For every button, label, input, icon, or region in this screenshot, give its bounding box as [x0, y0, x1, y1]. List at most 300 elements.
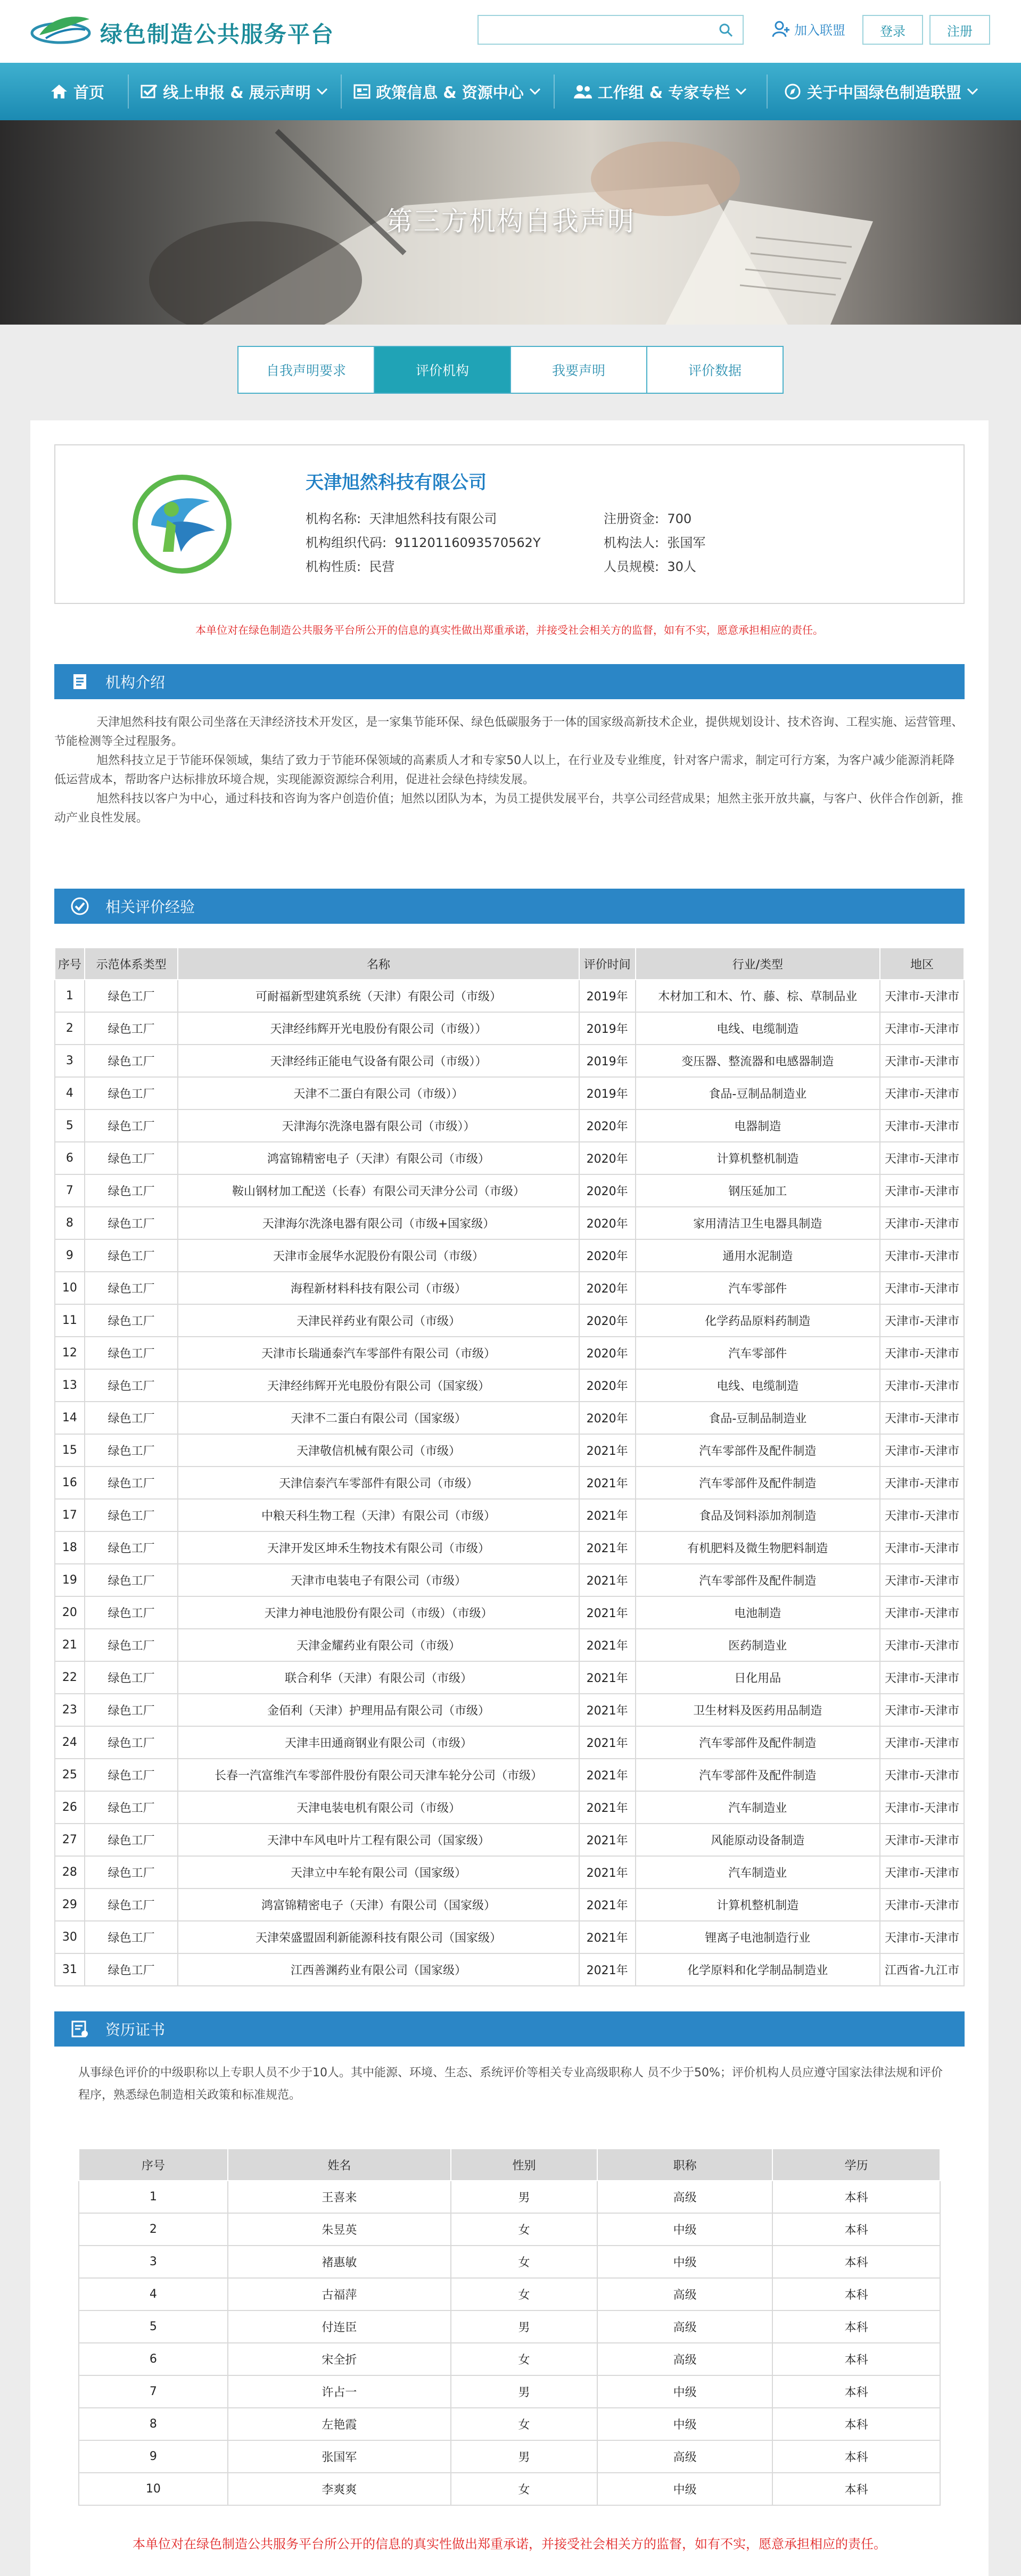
table-cell: 18 [55, 1531, 85, 1564]
table-row [55, 1077, 964, 1109]
table-row [55, 1499, 964, 1531]
table-cell: 天津市-天津市 [880, 1174, 964, 1207]
table-cell: 长春一汽富维汽车零部件股份有限公司天津车轮分公司（市级） [178, 1759, 579, 1791]
table-cell: 朱昱英 [228, 2213, 451, 2246]
nav-item-about[interactable] [769, 63, 993, 120]
table-row [55, 1531, 964, 1564]
table-row [79, 2213, 940, 2246]
table-cell: 2021年 [579, 1824, 636, 1856]
table-cell: 汽车零部件及配件制造 [636, 1467, 880, 1499]
table-cell: 2020年 [579, 1142, 636, 1174]
table-header: 序号 [79, 2149, 228, 2181]
table-cell: 1 [79, 2181, 228, 2213]
table-header: 行业/类型 [636, 948, 880, 980]
tab-evaluation-data[interactable]: 评价数据 [688, 363, 742, 378]
table-cell: 绿色工厂 [85, 1629, 178, 1661]
table-cell: 卫生材料及医药用品制造 [636, 1694, 880, 1726]
table-cell: 2021年 [579, 1888, 636, 1921]
table-cell: 中级 [597, 2473, 773, 2505]
table-cell: 20 [55, 1596, 85, 1629]
table-cell: 汽车零部件 [636, 1337, 880, 1369]
table-row [55, 1174, 964, 1207]
table-cell: 天津市-天津市 [880, 1564, 964, 1596]
table-cell: 天津信泰汽车零部件有限公司（市级） [178, 1467, 579, 1499]
table-cell: 鸿富锦精密电子（天津）有限公司（国家级） [178, 1888, 579, 1921]
table-cell: 7 [55, 1174, 85, 1207]
table-row [55, 1207, 964, 1239]
table-cell: 本科 [772, 2278, 940, 2310]
table-cell: 2019年 [579, 980, 636, 1012]
table-cell: 可耐福新型建筑系统（天津）有限公司（市级） [178, 980, 579, 1012]
join-alliance-link[interactable] [772, 17, 845, 40]
search-input[interactable] [479, 16, 713, 44]
table-cell: 天津电装电机有限公司（市级） [178, 1791, 579, 1824]
table-cell: 天津市-天津市 [880, 1239, 964, 1272]
table-cell: 15 [55, 1434, 85, 1467]
table-cell: 24 [55, 1726, 85, 1759]
table-cell: 2021年 [579, 1661, 636, 1694]
table-cell: 天津市-天津市 [880, 1661, 964, 1694]
table-row [79, 2246, 940, 2278]
table-cell: 绿色工厂 [85, 1337, 178, 1369]
site-header [0, 0, 1021, 63]
intro-paragraph: 天津旭然科技有限公司坐落在天津经济技术开发区，是一家集节能环保、绿色低碳服务于一体的国家级高新技术企业，提供规划设计、技术咨询、工程实施、运营管理、节能检测等全过程服务。 [54, 716, 964, 748]
main-content [30, 420, 989, 2576]
table-cell: 2019年 [579, 1077, 636, 1109]
table-cell: 天津市-天津市 [880, 1434, 964, 1467]
table-cell: 天津市-天津市 [880, 1596, 964, 1629]
table-cell: 绿色工厂 [85, 1953, 178, 1986]
table-cell: 家用清洁卫生电器具制造 [636, 1207, 880, 1239]
nav-label: 线上申报 & 展示声明 [163, 83, 311, 102]
chevron-down-icon [967, 88, 978, 95]
table-cell: 许占一 [228, 2375, 451, 2408]
search-icon[interactable] [718, 22, 734, 38]
table-cell: 绿色工厂 [85, 1694, 178, 1726]
table-cell: 2021年 [579, 1467, 636, 1499]
table-cell: 天津市-天津市 [880, 1531, 964, 1564]
table-cell: 天津市-天津市 [880, 1109, 964, 1142]
table-cell: 天津力神电池股份有限公司（市级）（市级） [178, 1596, 579, 1629]
nav-label: 工作组 & 专家专栏 [597, 83, 730, 102]
table-cell: 男 [451, 2375, 597, 2408]
table-cell: 女 [451, 2408, 597, 2440]
nature-value: 民营 [369, 559, 395, 574]
login-button[interactable]: 登录 [862, 15, 923, 45]
table-cell: 食品-豆制品制造业 [636, 1402, 880, 1434]
table-cell: 绿色工厂 [85, 1272, 178, 1304]
table-cell: 宋全折 [228, 2343, 451, 2375]
table-cell: 古福萍 [228, 2278, 451, 2310]
table-cell: 2 [79, 2213, 228, 2246]
table-cell: 本科 [772, 2375, 940, 2408]
table-cell: 天津中车风电叶片工程有限公司（国家级） [178, 1824, 579, 1856]
tab-my-declaration[interactable]: 我要声明 [511, 347, 647, 393]
table-cell: 天津市长瑞通泰汽车零部件有限公司（市级） [178, 1337, 579, 1369]
section-title: 相关评价经验 [105, 898, 195, 916]
user-add-icon [772, 20, 790, 38]
table-cell: 2021年 [579, 1694, 636, 1726]
table-cell: 4 [55, 1077, 85, 1109]
org-code-value: 91120116093570562Y [394, 535, 541, 550]
table-row [55, 1824, 964, 1856]
table-row [55, 1369, 964, 1402]
home-icon [50, 84, 68, 100]
table-cell: 5 [79, 2310, 228, 2343]
table-cell: 2021年 [579, 1791, 636, 1824]
table-row [79, 2473, 940, 2505]
table-row [55, 1856, 964, 1888]
table-cell: 天津市-天津市 [880, 1272, 964, 1304]
table-cell: 天津市-天津市 [880, 1824, 964, 1856]
table-row [55, 1109, 964, 1142]
table-row [55, 1304, 964, 1337]
table-cell: 张国军 [228, 2440, 451, 2473]
table-cell: 本科 [772, 2473, 940, 2505]
table-cell: 2019年 [579, 1045, 636, 1077]
table-cell: 天津市-天津市 [880, 1207, 964, 1239]
table-row [55, 1694, 964, 1726]
table-cell: 汽车制造业 [636, 1791, 880, 1824]
table-cell: 28 [55, 1856, 85, 1888]
table-cell: 汽车零部件及配件制造 [636, 1726, 880, 1759]
table-cell: 锂离子电池制造行业 [636, 1921, 880, 1953]
table-row [79, 2408, 940, 2440]
table-cell: 电线、电缆制造 [636, 1012, 880, 1045]
table-cell: 汽车零部件 [636, 1272, 880, 1304]
evaluation-table [54, 947, 965, 1986]
table-cell: 本科 [772, 2181, 940, 2213]
table-row [55, 1596, 964, 1629]
page-banner [0, 120, 1021, 325]
table-cell: 天津民祥药业有限公司（市级） [178, 1304, 579, 1337]
table-cell: 绿色工厂 [85, 980, 178, 1012]
table-cell: 2020年 [579, 1239, 636, 1272]
chevron-down-icon [316, 88, 328, 95]
document-icon [353, 84, 370, 99]
page-title: 第三方机构自我声明 [386, 206, 635, 237]
table-cell: 绿色工厂 [85, 1888, 178, 1921]
table-cell: 计算机整机制造 [636, 1142, 880, 1174]
table-cell: 本科 [772, 2440, 940, 2473]
capital-value: 700 [667, 511, 692, 526]
table-cell: 医药制造业 [636, 1629, 880, 1661]
table-cell: 2 [55, 1012, 85, 1045]
table-cell: 8 [55, 1207, 85, 1239]
nav-label: 首页 [73, 83, 104, 102]
table-row [55, 1434, 964, 1467]
table-header: 示范体系类型 [85, 948, 178, 980]
table-cell: 天津市-天津市 [880, 1142, 964, 1174]
table-cell: 高级 [597, 2310, 773, 2343]
table-cell: 绿色工厂 [85, 1499, 178, 1531]
table-cell: 天津荣盛盟固利新能源科技有限公司（国家级） [178, 1921, 579, 1953]
table-cell: 有机肥料及微生物肥料制造 [636, 1531, 880, 1564]
users-icon [573, 84, 592, 99]
table-cell: 天津市-天津市 [880, 1077, 964, 1109]
scale-row: 人员规模: 30人 [604, 559, 696, 574]
legal-value: 张国军 [667, 535, 706, 550]
table-cell: 17 [55, 1499, 85, 1531]
nav-item-declaration[interactable] [130, 63, 338, 120]
section-cert-header [54, 2011, 965, 2047]
table-cell: 2020年 [579, 1304, 636, 1337]
table-row [55, 1239, 964, 1272]
table-cell: 2019年 [579, 1012, 636, 1045]
table-row [79, 2440, 940, 2473]
table-cell: 绿色工厂 [85, 1369, 178, 1402]
table-cell: 19 [55, 1564, 85, 1596]
table-cell: 23 [55, 1694, 85, 1726]
main-nav [0, 63, 1021, 120]
org-name-value: 天津旭然科技有限公司 [369, 511, 497, 526]
table-row [79, 2278, 940, 2310]
table-cell: 本科 [772, 2343, 940, 2375]
table-header: 名称 [178, 948, 579, 980]
table-cell: 绿色工厂 [85, 1856, 178, 1888]
chevron-down-icon [735, 88, 747, 95]
table-cell: 12 [55, 1337, 85, 1369]
table-cell: 绿色工厂 [85, 1434, 178, 1467]
table-cell: 木材加工和木、竹、藤、棕、草制品业 [636, 980, 880, 1012]
table-cell: 绿色工厂 [85, 1824, 178, 1856]
table-cell: 男 [451, 2310, 597, 2343]
table-cell: 天津市-天津市 [880, 1921, 964, 1953]
section-intro-header [54, 664, 965, 699]
table-cell: 计算机整机制造 [636, 1888, 880, 1921]
table-cell: 天津市-天津市 [880, 980, 964, 1012]
table-cell: 天津市-天津市 [880, 1629, 964, 1661]
table-cell: 绿色工厂 [85, 1174, 178, 1207]
table-cell: 中级 [597, 2213, 773, 2246]
section-title: 机构介绍 [105, 674, 166, 691]
nav-item-workgroup[interactable] [556, 63, 764, 120]
table-row [55, 1953, 964, 1986]
table-row [55, 1661, 964, 1694]
table-cell: 绿色工厂 [85, 1012, 178, 1045]
table-cell: 4 [79, 2278, 228, 2310]
table-cell: 天津经纬辉开光电股份有限公司（国家级） [178, 1369, 579, 1402]
table-cell: 天津市-天津市 [880, 1726, 964, 1759]
table-cell: 女 [451, 2213, 597, 2246]
table-header: 序号 [55, 948, 85, 980]
table-cell: 金佰利（天津）护理用品有限公司（市级） [178, 1694, 579, 1726]
table-cell: 25 [55, 1759, 85, 1791]
table-cell: 2021年 [579, 1531, 636, 1564]
table-row [55, 1337, 964, 1369]
table-cell: 男 [451, 2440, 597, 2473]
table-row [55, 1402, 964, 1434]
table-cell: 汽车零部件及配件制造 [636, 1564, 880, 1596]
table-cell: 3 [79, 2246, 228, 2278]
table-cell: 电池制造 [636, 1596, 880, 1629]
table-row [55, 1888, 964, 1921]
table-cell: 绿色工厂 [85, 1402, 178, 1434]
table-cell: 21 [55, 1629, 85, 1661]
table-row [79, 2181, 940, 2213]
table-cell: 日化用品 [636, 1661, 880, 1694]
table-cell: 2021年 [579, 1953, 636, 1986]
nav-item-home[interactable] [32, 63, 122, 120]
table-cell: 高级 [597, 2278, 773, 2310]
table-cell: 2020年 [579, 1174, 636, 1207]
site-logo[interactable] [30, 12, 335, 49]
table-cell: 30 [55, 1921, 85, 1953]
company-logo [130, 472, 234, 576]
table-header: 评价时间 [579, 948, 636, 980]
table-cell: 变压器、整流器和电感器制造 [636, 1045, 880, 1077]
table-row [55, 980, 964, 1012]
table-cell: 天津开发区坤禾生物技术有限公司（市级） [178, 1531, 579, 1564]
table-cell: 天津敬信机械有限公司（市级） [178, 1434, 579, 1467]
table-cell: 食品-豆制品制造业 [636, 1077, 880, 1109]
table-header: 学历 [772, 2149, 940, 2181]
table-cell: 天津经纬辉开光电股份有限公司（市级）） [178, 1012, 579, 1045]
table-cell: 天津市电装电子有限公司（市级） [178, 1564, 579, 1596]
register-button[interactable]: 注册 [929, 15, 990, 45]
table-cell: 5 [55, 1109, 85, 1142]
table-cell: 天津丰田通商钢业有限公司（市级） [178, 1726, 579, 1759]
table-cell: 中级 [597, 2375, 773, 2408]
table-cell: 2021年 [579, 1629, 636, 1661]
table-cell: 3 [55, 1045, 85, 1077]
nav-label: 政策信息 & 资源中心 [376, 83, 524, 102]
table-row [55, 1759, 964, 1791]
certificate-icon [71, 2020, 89, 2038]
table-cell: 电线、电缆制造 [636, 1369, 880, 1402]
nature-row: 机构性质: 民营 [306, 559, 395, 574]
table-cell: 王喜来 [228, 2181, 451, 2213]
table-cell: 天津市-天津市 [880, 1694, 964, 1726]
table-cell: 2020年 [579, 1337, 636, 1369]
table-cell: 汽车零部件及配件制造 [636, 1759, 880, 1791]
table-cell: 绿色工厂 [85, 1921, 178, 1953]
join-alliance-label: 加入联盟 [794, 22, 845, 38]
tab-declaration-requirements[interactable]: 自我声明要求 [238, 347, 375, 393]
table-cell: 22 [55, 1661, 85, 1694]
table-cell: 2021年 [579, 1856, 636, 1888]
cert-requirements-text: 从事绿色评价的中级职称以上专职人员不少于10人。其中能源、环境、生态、系统评价等相关专业高级职称人 员不少于50%；评价机构人员应遵守国家法律法规和评价程序，熟悉绿色制造相关政策和标准规范。 [78, 2066, 943, 2102]
table-cell: 2020年 [579, 1207, 636, 1239]
nav-item-policy[interactable] [343, 63, 551, 120]
table-header: 地区 [880, 948, 964, 980]
table-cell: 男 [451, 2181, 597, 2213]
search-box[interactable] [477, 15, 744, 45]
table-cell: 6 [55, 1142, 85, 1174]
table-cell: 女 [451, 2246, 597, 2278]
table-cell: 天津海尔洗涤电器有限公司（市级）） [178, 1109, 579, 1142]
table-cell: 26 [55, 1791, 85, 1824]
table-cell: 风能原动设备制造 [636, 1824, 880, 1856]
site-title: 绿色制造公共服务平台 [100, 21, 335, 47]
table-header: 性别 [451, 2149, 597, 2181]
table-cell: 31 [55, 1953, 85, 1986]
table-cell: 天津不二蛋白有限公司（国家级） [178, 1402, 579, 1434]
table-row [55, 1564, 964, 1596]
table-cell: 29 [55, 1888, 85, 1921]
table-cell: 6 [79, 2343, 228, 2375]
table-cell: 中级 [597, 2246, 773, 2278]
nav-label: 关于中国绿色制造联盟 [806, 83, 961, 102]
table-cell: 天津市-天津市 [880, 1856, 964, 1888]
table-cell: 2021年 [579, 1499, 636, 1531]
table-cell: 7 [79, 2375, 228, 2408]
table-cell: 天津市-天津市 [880, 1467, 964, 1499]
table-cell: 2021年 [579, 1921, 636, 1953]
capital-row: 注册资金: 700 [604, 511, 692, 526]
table-cell: 化学药品原料药制造 [636, 1304, 880, 1337]
table-cell: 2020年 [579, 1402, 636, 1434]
table-header: 姓名 [228, 2149, 451, 2181]
badge-check-icon [71, 897, 89, 915]
company-card [54, 444, 965, 604]
table-cell: 11 [55, 1304, 85, 1337]
table-cell: 绿色工厂 [85, 1467, 178, 1499]
table-row [79, 2375, 940, 2408]
compass-icon [784, 84, 802, 100]
table-cell: 1 [55, 980, 85, 1012]
table-cell: 2021年 [579, 1434, 636, 1467]
table-cell: 绿色工厂 [85, 1531, 178, 1564]
table-cell: 天津市-天津市 [880, 1791, 964, 1824]
table-cell: 绿色工厂 [85, 1791, 178, 1824]
table-cell: 2020年 [579, 1369, 636, 1402]
table-cell: 本科 [772, 2310, 940, 2343]
section-eval-header [54, 889, 965, 924]
leaf-logo-icon [30, 14, 94, 47]
table-cell: 绿色工厂 [85, 1726, 178, 1759]
table-cell: 天津金耀药业有限公司（市级） [178, 1629, 579, 1661]
table-cell: 天津不二蛋白有限公司（市级）） [178, 1077, 579, 1109]
table-cell: 江西善渊药业有限公司（国家级） [178, 1953, 579, 1986]
table-cell: 绿色工厂 [85, 1661, 178, 1694]
table-cell: 9 [55, 1239, 85, 1272]
table-cell: 绿色工厂 [85, 1077, 178, 1109]
table-cell: 2021年 [579, 1564, 636, 1596]
commitment-notice: 本单位对在绿色制造公共服务平台所公开的信息的真实性做出郑重承诺，并接受社会相关方的监督，如有不实，愿意承担相应的责任。 [195, 624, 824, 636]
table-cell: 天津经纬正能电气设备有限公司（市级）） [178, 1045, 579, 1077]
table-cell: 绿色工厂 [85, 1596, 178, 1629]
table-row [79, 2343, 940, 2375]
table-cell: 付连臣 [228, 2310, 451, 2343]
tab-evaluation-agencies[interactable]: 评价机构 [375, 347, 511, 393]
intro-text [54, 713, 965, 828]
table-cell: 2020年 [579, 1272, 636, 1304]
table-cell: 10 [55, 1272, 85, 1304]
table-cell: 绿色工厂 [85, 1142, 178, 1174]
table-cell: 14 [55, 1402, 85, 1434]
table-cell: 中粮天科生物工程（天津）有限公司（市级） [178, 1499, 579, 1531]
table-cell: 9 [79, 2440, 228, 2473]
table-cell: 本科 [772, 2246, 940, 2278]
table-cell: 高级 [597, 2440, 773, 2473]
table-cell: 女 [451, 2343, 597, 2375]
table-cell: 天津市-天津市 [880, 1045, 964, 1077]
table-cell: 8 [79, 2408, 228, 2440]
table-row [55, 1012, 964, 1045]
table-row [55, 1272, 964, 1304]
checkbox-icon [141, 84, 158, 100]
table-cell: 女 [451, 2278, 597, 2310]
table-row [55, 1142, 964, 1174]
scale-value: 30人 [667, 559, 696, 574]
table-cell: 绿色工厂 [85, 1759, 178, 1791]
table-cell: 2021年 [579, 1759, 636, 1791]
table-cell: 27 [55, 1824, 85, 1856]
table-cell: 天津市金展华水泥股份有限公司（市级） [178, 1239, 579, 1272]
table-cell: 联合利华（天津）有限公司（市级） [178, 1661, 579, 1694]
table-cell: 女 [451, 2473, 597, 2505]
